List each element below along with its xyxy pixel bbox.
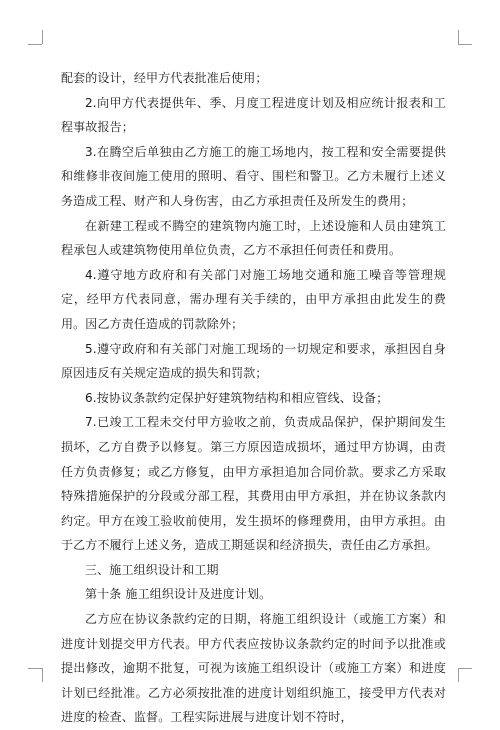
- paragraph: 3.在腾空后单独由乙方施工的施工场地内，按工程和安全需要提供和维修非夜间施工使用的照明、看守、围栏和警卫。乙方未履行上述义务造成工程、财产和人身伤害，由乙方承担责任及所发生的费用；: [61, 144, 446, 208]
- section-heading: 三、施工组织设计和工期: [85, 562, 219, 577]
- paragraph: 配套的设计，经甲方代表批准后使用；: [61, 71, 268, 85]
- paragraph: 4.遵守地方政府和有关部门对施工场地交通和施工噪音等管理规定，经甲方代表同意，需办理有关手续的，由甲方承担由此发生的费用。因乙方责任造成的罚款除外；: [61, 267, 446, 331]
- crop-mark-bottom-right-v: [458, 668, 459, 682]
- crop-mark-top-right: [458, 44, 472, 45]
- paragraph: 7.已竣工工程未交付甲方验收之前，负责成品保护，保护期间发生损坏，乙方自费予以修复。第三方原因造成损坏，通过甲方协调，由责任方负责修复；或乙方修复，由甲方承担追加合同价款。要求乙方采取特殊措施保护的分段或分部工程，其费用由甲方承担，并在协议条款内约定。甲方在竣工验收前使用，发生损坏的修理费用，由甲方承担。由于乙方不履行上述义务，造成工期延误和经济损失，责任由乙方承担。: [61, 415, 446, 553]
- paragraph: 5.遵守政府和有关部门对施工现场的一切规定和要求，承担因自身原因违反有关规定造成的损失和罚款；: [61, 341, 446, 381]
- paragraph: 在新建工程或不腾空的建筑物内施工时，上述设施和人员由建筑工程承包人或建筑物使用单位负责，乙方不承担任何责任和费用。: [61, 218, 446, 258]
- crop-mark-bottom-left: [28, 668, 42, 669]
- crop-mark-bottom-left-v: [42, 668, 43, 682]
- document-body: [61, 66, 446, 730]
- crop-mark-top-right-v: [458, 30, 459, 44]
- paragraph: 2.向甲方代表提供年、季、月度工程进度计划及相应统计报表和工程事故报告；: [61, 95, 446, 135]
- paragraph: 乙方应在协议条款约定的日期，将施工组织设计（或施工方案）和进度计划提交甲方代表。甲方代表应按协议条款约定的时间予以批准或提出修改，逾期不批复，可视为该施工组织设计（或施工方案）和进度计划已经批准。乙方必须按批准的进度计划组织施工，接受甲方代表对进度的检查、监督。工程实际进展与进度计划不符时，: [61, 612, 446, 725]
- crop-mark-top-left-v: [42, 30, 43, 44]
- article-heading: 第十条 施工组织设计及进度计划。: [85, 587, 272, 602]
- crop-mark-top-left: [28, 44, 42, 45]
- paragraph: 6.按协议条款约定保护好建筑物结构和相应管线、设备；: [85, 390, 389, 405]
- crop-mark-bottom-right: [458, 668, 472, 669]
